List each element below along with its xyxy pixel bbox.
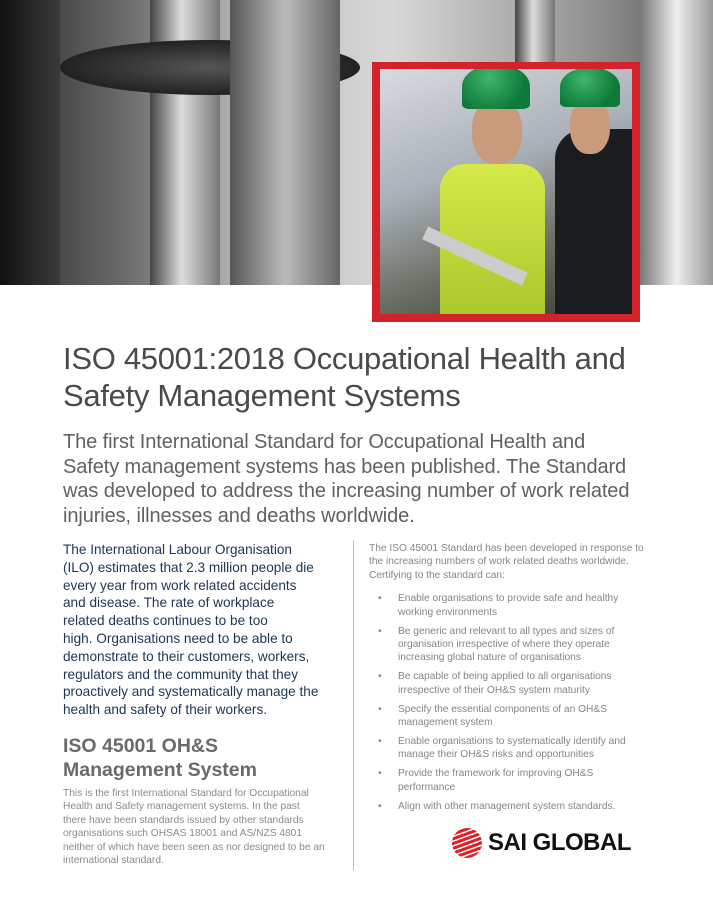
list-item — [369, 625, 669, 665]
list-item — [369, 800, 669, 813]
lead-line: demonstrate to their customers, workers, — [63, 648, 310, 664]
body-line: Health and Safety management systems. In the past — [63, 801, 300, 813]
bullet-line: Enable organisations to systematically identify and — [398, 735, 626, 747]
body-line: there have been standards issued by other standards — [63, 814, 304, 826]
bullet-line: management system — [398, 716, 493, 728]
lead-line: proactively and systematically manage the — [63, 684, 319, 700]
intro-line: The ISO 45001 Standard has been developed in response to — [369, 543, 644, 554]
bullet-line: working environments — [398, 606, 498, 618]
bullet-line: increasing global nature of organisations — [398, 652, 581, 664]
subtitle-line: was developed to address the increasing number of work related — [63, 480, 630, 502]
column-divider — [353, 540, 354, 870]
logo-text: SAI GLOBAL — [488, 829, 631, 856]
lead-line: health and safety of their workers. — [63, 702, 268, 718]
list-item — [369, 767, 669, 794]
bullet-line: Be capable of being applied to all organisations — [398, 671, 612, 683]
intro-line: the increasing numbers of work related deaths worldwide. — [369, 556, 629, 568]
body-line: neither of which have been seen as nor designed to be an — [63, 841, 325, 853]
page-title — [63, 340, 683, 414]
bullet-icon: • — [378, 625, 382, 637]
subtitle-line: Safety management systems has been published. The Standard — [63, 455, 627, 478]
heading-line: Management System — [63, 758, 257, 781]
right-column — [369, 542, 669, 818]
benefits-list — [369, 592, 669, 813]
lead-line: related deaths continues to be too — [63, 613, 268, 629]
bullet-line: Be generic and relevant to all types and sizes of — [398, 625, 615, 637]
body-line: This is the first International Standard for Occupational — [63, 788, 309, 799]
bullet-line: organisation irrespective of where they operate — [398, 638, 610, 650]
sai-global-logo — [452, 828, 631, 858]
bullet-line: Align with other management system standards. — [398, 800, 616, 812]
intro-line: Certifying to the standard can: — [369, 569, 505, 581]
bullet-line: Provide the framework for improving OH&S — [398, 768, 594, 780]
list-item — [369, 703, 669, 730]
red-frame — [372, 62, 640, 322]
bullet-icon: • — [378, 768, 382, 780]
body-line: organisations such OHSAS 18001 and AS/NZS 4801 — [63, 828, 302, 840]
bullet-line: Enable organisations to provide safe and healthy — [398, 593, 619, 605]
subtitle-line: The first International Standard for Occupational Health and — [63, 431, 586, 453]
list-item — [369, 735, 669, 762]
lead-line: and disease. The rate of workplace — [63, 595, 275, 611]
title-line: ISO 45001:2018 Occupational Health and — [63, 341, 626, 376]
section-heading — [63, 735, 257, 782]
lead-paragraph — [63, 541, 353, 719]
globe-icon — [452, 828, 482, 858]
bullet-line: performance — [398, 781, 456, 793]
subtitle — [63, 430, 703, 528]
list-item — [369, 592, 669, 619]
lead-line: (ILO) estimates that 2.3 million people die — [63, 559, 314, 575]
bullet-icon: • — [378, 800, 382, 812]
bullet-line: Specify the essential components of an OH&S — [398, 703, 607, 715]
bullet-icon: • — [378, 735, 382, 747]
lead-line: The International Labour Organisation — [63, 542, 292, 557]
subtitle-line: injuries, illnesses and deaths worldwide. — [63, 504, 415, 527]
bullet-line: manage their OH&S risks and opportunities — [398, 749, 594, 761]
heading-line: ISO 45001 OH&S — [63, 735, 218, 757]
section-body — [63, 787, 353, 867]
bullet-line: irrespective of their OH&S system maturity — [398, 684, 590, 696]
lead-line: every year from work related accidents — [63, 577, 297, 593]
bullet-icon: • — [378, 703, 382, 715]
lead-line: high. Organisations need to be able to — [63, 630, 293, 646]
body-line: international standard. — [63, 855, 164, 867]
lead-line: regulators and the community that they — [63, 666, 298, 682]
list-item — [369, 670, 669, 697]
bullet-icon: • — [378, 593, 382, 605]
bullet-icon: • — [378, 671, 382, 683]
right-intro — [369, 542, 669, 582]
title-line: Safety Management Systems — [63, 378, 461, 413]
